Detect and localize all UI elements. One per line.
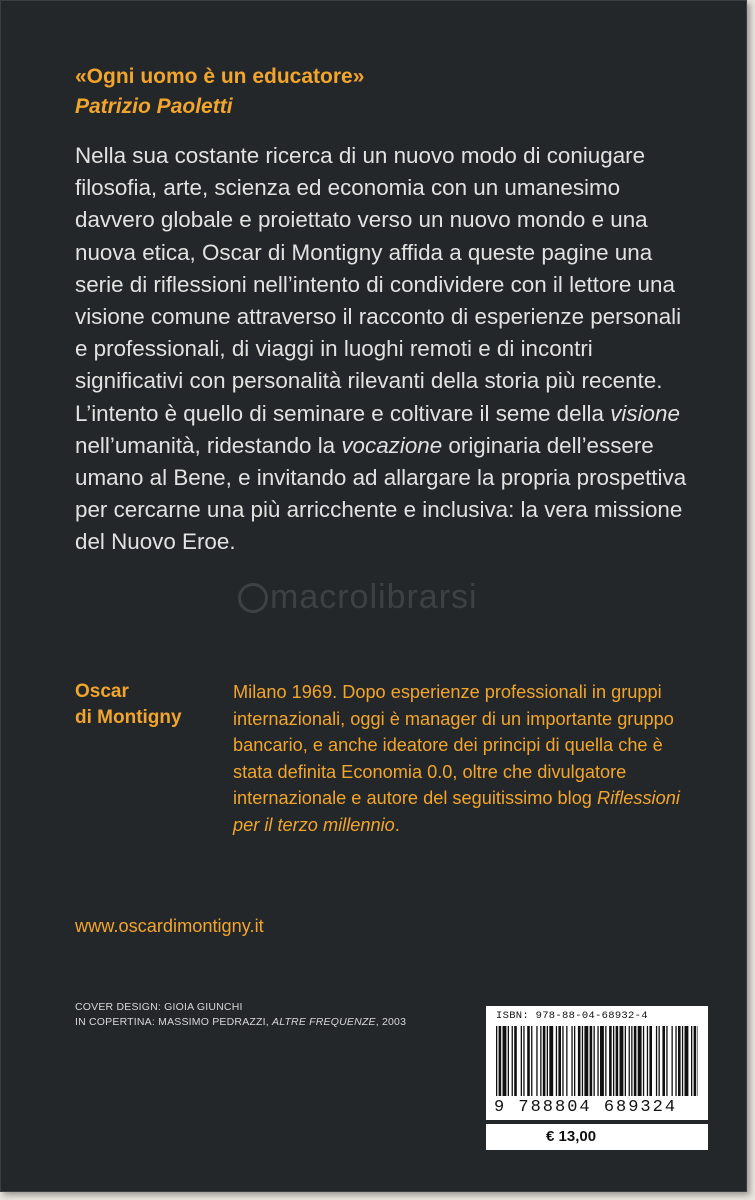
epigraph-author: Patrizio Paoletti (75, 95, 233, 118)
barcode-bar (638, 1026, 642, 1096)
barcode-bar (566, 1026, 567, 1096)
barcode-bar (508, 1026, 509, 1096)
barcode-bar (616, 1026, 619, 1096)
barcode-bar (582, 1026, 583, 1096)
author-bio-end: . (394, 814, 400, 835)
barcode-icon (496, 1026, 698, 1096)
barcode-bar (574, 1026, 575, 1096)
barcode-bar (682, 1026, 683, 1096)
barcode-bar (556, 1026, 557, 1096)
barcode-bar (625, 1026, 626, 1096)
barcode-bar (578, 1026, 581, 1096)
barcode-bar (659, 1026, 660, 1096)
barcode-bar (643, 1026, 644, 1096)
barcode-bar (613, 1026, 614, 1096)
para2-text: nell’umanità, ridestando la (75, 432, 342, 458)
barcode-bar (531, 1026, 532, 1096)
epigraph (75, 62, 364, 122)
para2-emphasis-vocazione: vocazione (341, 432, 443, 458)
barcode-bar (649, 1026, 652, 1096)
author-website: www.oscardimontigny.it (75, 916, 264, 936)
barcode-bar (691, 1026, 692, 1096)
barcode-bar (503, 1026, 507, 1096)
isbn-label: ISBN: 978-88-04-68932-4 (496, 1010, 648, 1022)
isbn-barcode-box (486, 1006, 708, 1120)
para2-emphasis-visione: visione (610, 400, 680, 426)
price-box (486, 1124, 708, 1150)
barcode-bar (597, 1026, 598, 1096)
barcode-bar (600, 1026, 604, 1096)
barcode-bar (571, 1026, 572, 1096)
barcode-bar (672, 1026, 673, 1096)
watermark: macrolibrarsi (270, 578, 478, 616)
barcode-bar (678, 1026, 681, 1096)
barcode-bar (631, 1026, 632, 1096)
barcode-bar (666, 1026, 667, 1096)
watermark-logo-icon (238, 583, 268, 613)
barcode-bar (694, 1026, 697, 1096)
barcode-bar (523, 1026, 524, 1096)
barcode-bar (584, 1026, 588, 1096)
barcode-bar (499, 1026, 502, 1096)
author-bio-text: Milano 1969. Dopo esperienze professionali in gruppi internazionali, oggi è manager di un importante gruppo bancario, e anche ideatore dei principi di quella che è stata definita Economia 0.0, oltre che divulgatore internazionale e autore del seguitissimo blog (233, 682, 674, 809)
barcode-bar (609, 1026, 612, 1096)
barcode-bar (536, 1026, 537, 1096)
barcode-bar (698, 1026, 699, 1096)
barcode-bar (549, 1026, 553, 1096)
para2-text: originaria dell’essere umano al Bene, e invitando ad allargare la propria prospettiva per cercarne una più arricchente e inclusiva: la vera missione del Nuovo Eroe. (75, 432, 687, 555)
barcode-bar (605, 1026, 606, 1096)
barcode-bar (547, 1026, 548, 1096)
barcode-bar (647, 1026, 648, 1096)
barcode-bar (675, 1026, 676, 1096)
author-name (75, 679, 182, 731)
barcode-bar (594, 1026, 595, 1096)
barcode-bar (620, 1026, 624, 1096)
barcode-bar (540, 1026, 541, 1096)
description-paragraph-2 (75, 398, 695, 559)
barcode-bar (656, 1026, 657, 1096)
barcode-bar (662, 1026, 665, 1096)
author-blog-title: Riflessioni per il terzo millennio (233, 788, 680, 835)
barcode-bar (514, 1026, 517, 1096)
barcode-bar (543, 1026, 546, 1096)
cover-image-work-title: ALTRE FREQUENZE (271, 1016, 376, 1028)
description-paragraph-1: Nella sua costante ricerca di un nuovo modo di coniugare filosofia, arte, scienza ed economia con un umanesimo davvero globale e proiettato verso un nuovo mondo e una nuova etica, Oscar di Montigny affida a queste pagine una serie di riflessioni nell’intento di condividere con il lettore una visione comune attraverso il racconto di esperienze personali e professionali, di viaggi in luoghi remoti e di incontri significativi con personalità rilevanti della storia più recente. (75, 143, 682, 394)
author-name-line-2: di Montigny (75, 707, 182, 728)
para2-text: L’intento è quello di seminare e coltivare il seme della (75, 400, 611, 426)
barcode-bar (558, 1026, 561, 1096)
barcode-bar (496, 1026, 497, 1096)
price: € 13,00 (546, 1128, 597, 1145)
barcode-bar (562, 1026, 563, 1096)
epigraph-quote: «Ogni uomo è un educatore» (75, 65, 365, 88)
barcode-bar (634, 1026, 637, 1096)
cover-image-credit-prefix: IN COPERTINA: MASSIMO PEDRAZZI, (75, 1016, 272, 1028)
barcode-digits: 9 788804 689324 (494, 1098, 678, 1117)
barcode-bar (521, 1026, 522, 1096)
cover-image-year: , 2003 (375, 1016, 407, 1028)
barcode-bar (685, 1026, 689, 1096)
book-description (75, 140, 695, 559)
author-bio (233, 679, 703, 839)
author-name-line-1: Oscar (75, 681, 129, 702)
barcode-bar (512, 1026, 513, 1096)
cover-credits (75, 1000, 406, 1030)
barcode-bar (590, 1026, 593, 1096)
cover-image-credit (75, 1015, 406, 1030)
barcode-bar (629, 1026, 630, 1096)
cover-design-credit: COVER DESIGN: GIOIA GIUNCHI (75, 1001, 243, 1013)
barcode-bar (527, 1026, 530, 1096)
